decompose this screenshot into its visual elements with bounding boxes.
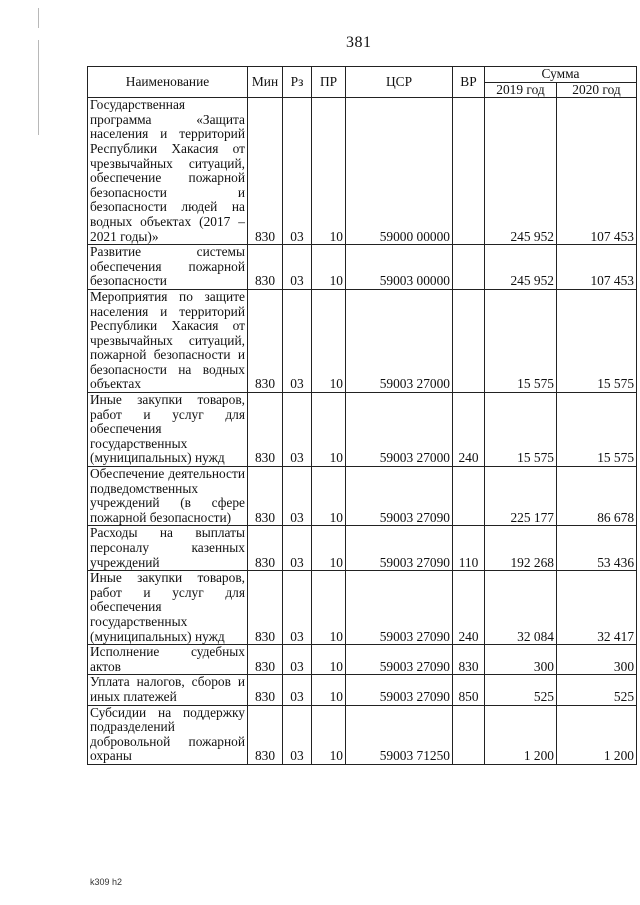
table-row [88,526,637,571]
table-row [88,289,637,392]
row-2020: 300 [557,645,637,675]
row-min: 830 [248,98,283,245]
row-rz: 03 [283,571,312,645]
row-name: Иные закупки товаров, работ и услуг для обеспечения государственных (муниципальных) нужд [88,571,248,645]
row-name: Мероприятия по защите населения и территорий Республики Хакасия от чрезвычайных ситуаций, пожарной безопасности и безопасности на водных объектах [88,289,248,392]
row-2019: 32 084 [485,571,557,645]
row-rz: 03 [283,245,312,290]
row-name: Развитие системы обеспечения пожарной безопасности [88,245,248,290]
row-2019: 245 952 [485,245,557,290]
table-row [88,645,637,675]
row-name: Уплата налогов, сборов и иных платежей [88,675,248,705]
row-name: Иные закупки товаров, работ и услуг для обеспечения государственных (муниципальных) нужд [88,393,248,467]
row-min: 830 [248,289,283,392]
row-2019: 245 952 [485,98,557,245]
table-row [88,675,637,705]
row-min: 830 [248,645,283,675]
row-vr [453,245,485,290]
table-row [88,705,637,764]
row-2020: 15 575 [557,289,637,392]
header-rz: Рз [283,67,312,98]
row-vr [453,98,485,245]
row-min: 830 [248,571,283,645]
footer-code: k309 h2 [90,877,123,887]
row-rz: 03 [283,705,312,764]
row-vr: 110 [453,526,485,571]
row-2020: 86 678 [557,467,637,526]
row-csr: 59003 27090 [346,571,453,645]
header-year-2020: 2020 год [557,82,637,98]
row-2020: 32 417 [557,571,637,645]
row-2020: 107 453 [557,245,637,290]
row-2019: 225 177 [485,467,557,526]
table-body [88,98,637,765]
row-2019: 15 575 [485,289,557,392]
row-csr: 59003 27090 [346,467,453,526]
row-vr [453,289,485,392]
header-year-2019: 2019 год [485,82,557,98]
header-pr: ПР [312,67,346,98]
row-2019: 300 [485,645,557,675]
page-number: 381 [346,34,372,51]
table-row [88,98,637,245]
header-name: Наименование [88,67,248,98]
row-pr: 10 [312,571,346,645]
row-vr: 830 [453,645,485,675]
table-row [88,467,637,526]
margin-mark-top [38,8,39,28]
row-2020: 53 436 [557,526,637,571]
row-min: 830 [248,393,283,467]
row-csr: 59003 27090 [346,526,453,571]
row-rz: 03 [283,526,312,571]
row-csr: 59003 27090 [346,675,453,705]
row-2019: 192 268 [485,526,557,571]
row-min: 830 [248,705,283,764]
row-vr: 240 [453,571,485,645]
row-vr: 850 [453,675,485,705]
table-row [88,245,637,290]
row-pr: 10 [312,675,346,705]
row-vr [453,705,485,764]
row-pr: 10 [312,467,346,526]
row-2020: 107 453 [557,98,637,245]
header-sum: Сумма [485,67,637,83]
row-name: Государственная программа «Защита населения и территорий Республики Хакасия от чрезвычайных ситуаций, обеспечение пожарной безопасности и безопасности людей на водных объектах (2017 – 2021 годы)» [88,98,248,245]
row-2020: 15 575 [557,393,637,467]
row-pr: 10 [312,98,346,245]
row-2019: 1 200 [485,705,557,764]
row-rz: 03 [283,289,312,392]
margin-mark-middle [38,40,39,135]
header-csr: ЦСР [346,67,453,98]
row-2019: 15 575 [485,393,557,467]
row-csr: 59003 71250 [346,705,453,764]
row-pr: 10 [312,645,346,675]
row-name: Расходы на выплаты персоналу казенных учреждений [88,526,248,571]
row-2020: 1 200 [557,705,637,764]
header-min: Мин [248,67,283,98]
row-pr: 10 [312,705,346,764]
row-pr: 10 [312,245,346,290]
row-rz: 03 [283,675,312,705]
row-csr: 59003 27000 [346,289,453,392]
header-vr: ВР [453,67,485,98]
row-pr: 10 [312,289,346,392]
header-row [88,67,637,83]
row-pr: 10 [312,393,346,467]
row-vr [453,467,485,526]
row-csr: 59000 00000 [346,98,453,245]
row-rz: 03 [283,467,312,526]
row-name: Исполнение судебных актов [88,645,248,675]
row-csr: 59003 27000 [346,393,453,467]
row-vr: 240 [453,393,485,467]
row-csr: 59003 00000 [346,245,453,290]
budget-table [87,66,637,765]
row-2020: 525 [557,675,637,705]
row-name: Субсидии на поддержку подразделений добровольной пожарной охраны [88,705,248,764]
row-min: 830 [248,467,283,526]
row-pr: 10 [312,526,346,571]
row-rz: 03 [283,393,312,467]
row-min: 830 [248,245,283,290]
row-2019: 525 [485,675,557,705]
table-row [88,571,637,645]
row-min: 830 [248,526,283,571]
row-name: Обеспечение деятельности подведомственных учреждений (в сфере пожарной безопасности) [88,467,248,526]
table-row [88,393,637,467]
row-rz: 03 [283,98,312,245]
row-csr: 59003 27090 [346,645,453,675]
row-min: 830 [248,675,283,705]
row-rz: 03 [283,645,312,675]
